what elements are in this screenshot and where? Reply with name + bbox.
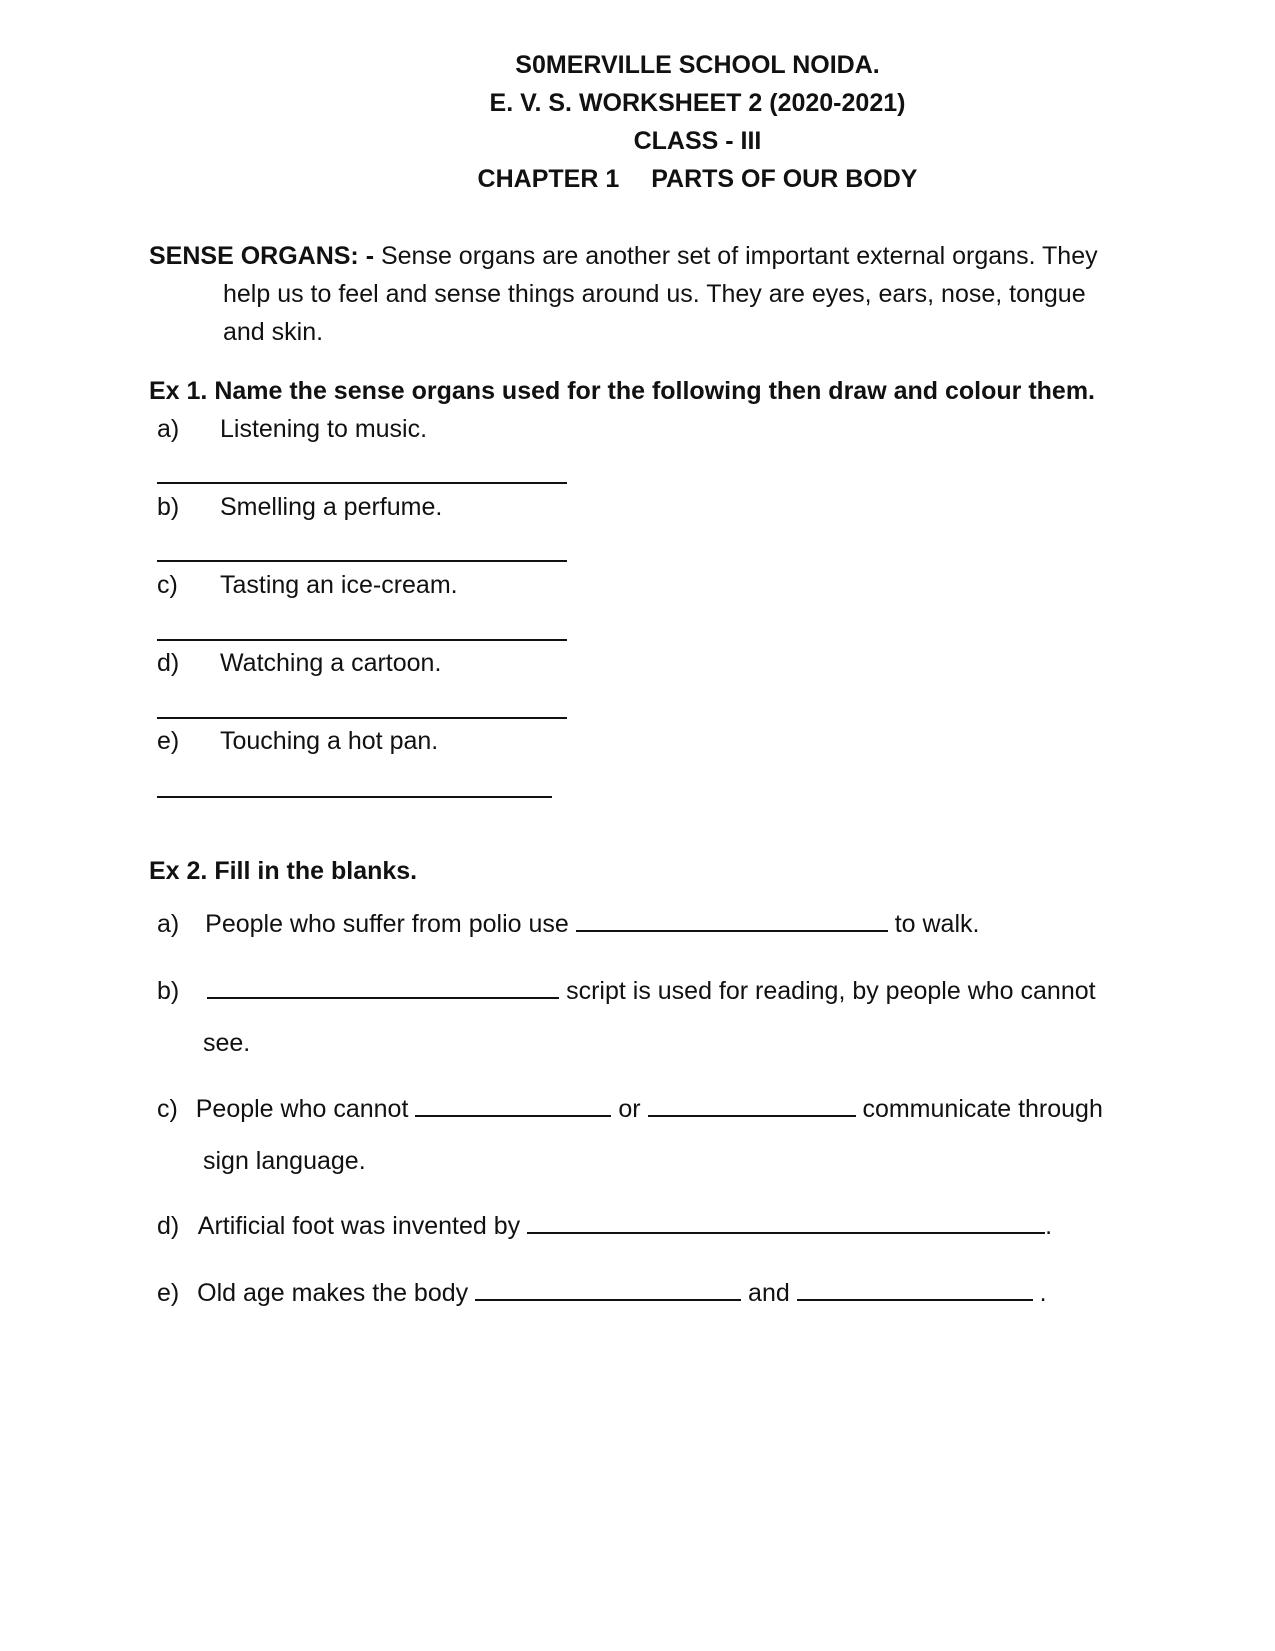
ex2-c-continuation: sign language. [203, 1147, 366, 1175]
ex1-answer-line-a[interactable] [157, 482, 567, 484]
intro-line-1: Sense organs are another set of important external organs. They [374, 242, 1098, 270]
intro-line-2: help us to feel and sense things around us. They are eyes, ears, nose, tongue [223, 280, 1086, 308]
ex2-b-label: b) [157, 977, 180, 1005]
ex1-item-a-text: Listening to music. [220, 415, 428, 443]
ex2-a-blank[interactable] [576, 904, 888, 932]
ex1-item-d-text: Watching a cartoon. [220, 649, 442, 677]
ex1-item-e-label: e) [157, 727, 180, 755]
ex1-answer-line-b[interactable] [157, 560, 567, 562]
chapter-title: PARTS OF OUR BODY [651, 165, 918, 193]
ex1-answer-line-e[interactable] [157, 796, 552, 798]
intro-line-3: and skin. [223, 318, 324, 346]
chapter-heading [60, 164, 1275, 194]
ex2-d-label: d) [157, 1212, 180, 1240]
ex2-a-before: People who suffer from polio use [205, 910, 569, 938]
ex2-a-label: a) [157, 910, 180, 938]
ex2-c-before: People who cannot [195, 1095, 409, 1123]
ex2-b-continuation: see. [203, 1029, 251, 1057]
ex1-item-e-text: Touching a hot pan. [220, 727, 439, 755]
ex2-item-e [157, 1273, 1047, 1312]
ex2-item-b [157, 971, 1096, 1010]
ex1-item-d-label: d) [157, 649, 180, 677]
sense-organs-paragraph [149, 237, 1149, 351]
ex1-item-a-label: a) [157, 415, 180, 443]
ex2-item-d [157, 1206, 1052, 1245]
ex2-e-blank-2[interactable] [797, 1273, 1033, 1301]
sense-organs-term: SENSE ORGANS: - [149, 242, 375, 270]
ex2-e-before: Old age makes the body [197, 1279, 469, 1307]
ex2-d-blank[interactable] [527, 1206, 1045, 1234]
ex1-item-b-text: Smelling a perfume. [220, 493, 443, 521]
ex2-e-after: . [1039, 1279, 1047, 1307]
worksheet-title: E. V. S. WORKSHEET 2 (2020-2021) [489, 89, 906, 117]
class-label: CLASS - III [633, 127, 762, 155]
ex1-answer-line-d[interactable] [157, 717, 567, 719]
ex2-e-blank-1[interactable] [475, 1273, 741, 1301]
ex1-item-c-label: c) [157, 571, 178, 599]
ex2-c-blank-2[interactable] [648, 1089, 856, 1117]
ex1-item-b-label: b) [157, 493, 180, 521]
chapter-number: CHAPTER 1 [477, 165, 620, 193]
ex2-e-label: e) [157, 1279, 180, 1307]
ex2-c-mid: or [618, 1095, 641, 1123]
ex2-c-after: communicate through [862, 1095, 1103, 1123]
ex2-d-before: Artificial foot was invented by [197, 1212, 521, 1240]
ex2-item-a [157, 904, 979, 943]
ex2-b-blank[interactable] [207, 971, 559, 999]
ex2-c-blank-1[interactable] [415, 1089, 611, 1117]
ex2-e-mid: and [748, 1279, 790, 1307]
ex2-b-after: script is used for reading, by people who cannot [566, 977, 1096, 1005]
ex2-item-c [157, 1089, 1103, 1128]
ex1-item-c-text: Tasting an ice-cream. [220, 571, 458, 599]
ex1-answer-line-c[interactable] [157, 639, 567, 641]
ex1-title: Ex 1. Name the sense organs used for the following then draw and colour them. [149, 377, 1095, 405]
ex2-d-after: . [1045, 1212, 1053, 1240]
ex2-a-after: to walk. [894, 910, 980, 938]
ex2-c-label: c) [157, 1095, 178, 1123]
school-name: S0MERVILLE SCHOOL NOIDA. [515, 51, 880, 79]
ex2-title: Ex 2. Fill in the blanks. [149, 857, 418, 885]
